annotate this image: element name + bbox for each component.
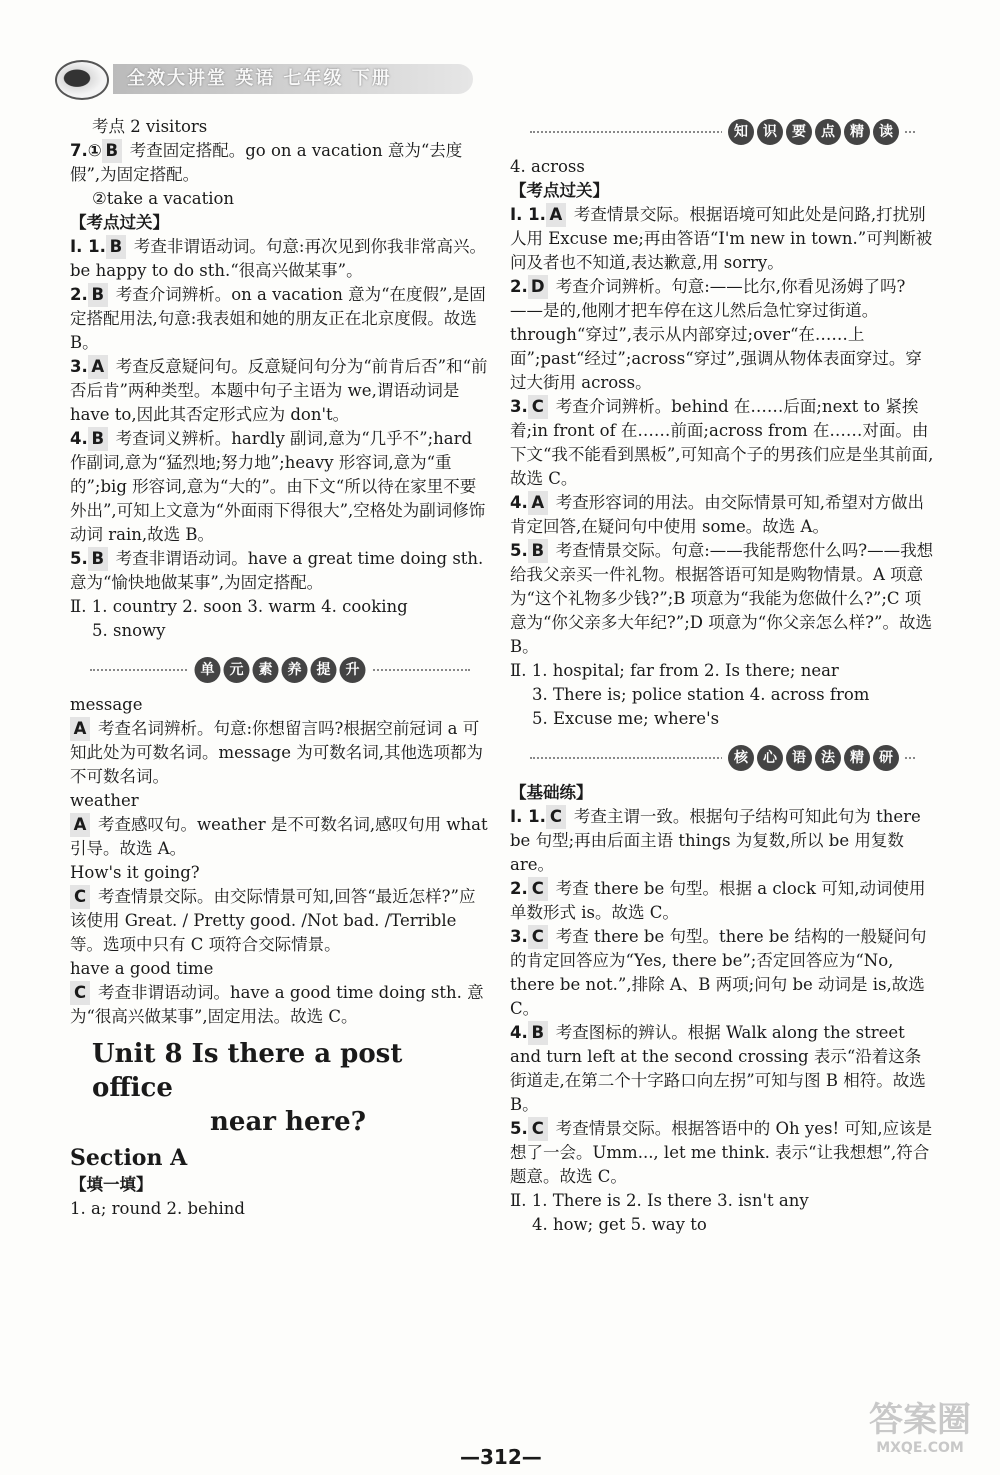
list-item: 4. B 考查词义辨析。hardly 副词,意为“几乎不”;hard 作副词,意为“猛烈地;努力地”;heavy 形容词,意为“重的”;big 形容词,意为“大的”。由下文“所以待在家里不要外出”,可知上文意为“外面雨下得很大”,空格处为副词修饰动词 rain,故选 B。 [70, 429, 486, 544]
answer-letter: C [546, 805, 566, 829]
answer-letter: B [88, 283, 108, 307]
fill-answers: 4. how; get 5. way to [532, 1215, 707, 1234]
list-item: 5. B 考查情景交际。句意:——我能帮您什么吗?——我想给我父亲买一件礼物。根据答语可知是购物情景。A 项意为“这个礼物多少钱?”;B 项意为“我能为您做什么?”;C 项意为“你父亲多大年纪?”;D 项意为“你父亲怎么样?”。故选 B。 [510, 541, 934, 656]
banner-char: 识 [757, 119, 783, 145]
fill-answers: 5. snowy [92, 621, 166, 640]
eye-logo-icon [55, 60, 109, 100]
list-item: Ⅰ. 1. C 考查主谓一致。根据句子结构可知此句为 there be 句型;再由后面主语 things 为复数,所以 be 用复数 are。 [510, 807, 921, 874]
kaodian-2: 考点 2 visitors [92, 117, 208, 136]
answer-letter: C [70, 885, 90, 909]
banner-char: 核 [728, 745, 754, 771]
page-number: —312— [460, 1445, 542, 1469]
unit-title: Unit 8 Is there a post office near here? [92, 1039, 403, 1137]
list-item: 3. A 考查反意疑问句。反意疑问句分为“前肯后否”和“前否后肯”两种类型。本题中句子主语为 we,谓语动词是 have to,因此其否定形式应为 don't。 [70, 357, 488, 424]
item-word: have a good time [70, 959, 214, 978]
fill-answers: Ⅱ. 1. There is 2. Is there 3. isn't any [510, 1191, 809, 1210]
list-item: 4. B 考查图标的辨认。根据 Walk along the street and turn left at the second crossing 表示“沿着这条街道走,在第二个十字路口向左拐”可知与图 B 相符。故选 B。 [510, 1023, 926, 1114]
answer-letter: B [106, 235, 126, 259]
banner-char: 心 [757, 745, 783, 771]
fill-answers: Ⅱ. 1. country 2. soon 3. warm 4. cooking [70, 597, 408, 616]
list-item: 2. B 考查介词辨析。on a vacation 意为“在度假”,是固定搭配用法,句意:我表姐和她的朋友正在北京度假。故选 B。 [70, 285, 486, 352]
grammar-list [510, 805, 935, 1189]
right-column [510, 115, 935, 1237]
answer-letter: C [70, 981, 90, 1005]
unit-items [70, 693, 490, 1029]
watermark: 答案圈 MXQE.COM [869, 1400, 971, 1456]
banner-char: 素 [253, 657, 279, 683]
fill-answers: 3. There is; police station 4. across from [532, 685, 870, 704]
exercise-list [510, 203, 935, 659]
section-banner-knowledge [510, 115, 935, 149]
section-label: 【考点过关】 [70, 213, 169, 232]
list-item: Ⅰ. 1. A 考查情景交际。根据语境可知此处是问路,打扰别人用 Excuse me;再由答语“I'm new in town.”可判断被问及者也不知道,表达歉意,用 sorry。 [510, 205, 933, 272]
answer-letter: D [528, 275, 548, 299]
banner-char: 养 [282, 657, 308, 683]
list-item: 2. C 考查 there be 句型。根据 a clock 可知,动词使用单数形式 is。故选 C。 [510, 879, 926, 922]
banner-char: 单 [195, 657, 221, 683]
answer-letter: A [546, 203, 566, 227]
answer-letter: B [88, 427, 108, 451]
exercise-list [70, 235, 490, 595]
fill-answers: 1. a; round 2. behind [70, 1199, 245, 1218]
list-item: 2. D 考查介词辨析。句意:——比尔,你看见汤姆了吗?——是的,他刚才把车停在这儿然后急忙穿过街道。through“穿过”,表示从内部穿过;over“在……上面”;past“经过”;across“穿过”,强调从物体表面穿过。穿过大街用 across。 [510, 277, 922, 392]
item-word: message [70, 695, 143, 714]
list-item: C 考查非谓语动词。have a good time doing sth. 意为“很高兴做某事”,固定用法。故选 C。 [70, 983, 484, 1026]
answer-letter: C [528, 925, 548, 949]
left-column [70, 115, 490, 1221]
banner-char: 精 [844, 745, 870, 771]
list-item: A 考查名词辨析。句意:你想留言吗?根据空前冠词 a 可知此处为可数名词。message 为可数名词,其他选项都为不可数名词。 [70, 719, 483, 786]
list-item: 5. B 考查非谓语动词。have a great time doing sth. 意为“愉快地做某事”,为固定搭配。 [70, 549, 484, 592]
answer-letter: B [528, 1021, 548, 1045]
answer-letter: C [528, 877, 548, 901]
section-label: 【基础练】 [510, 783, 593, 802]
answer-letter: A [70, 717, 90, 741]
banner-char: 精 [844, 119, 870, 145]
answer-letter: B [102, 139, 122, 163]
item-word: How's it going? [70, 863, 200, 882]
list-item: 3. C 考查 there be 句型。there be 结构的一般疑问句的肯定回答应为“Yes, there be”;否定回答应为“No, there be not.”,排除 A、B 两项;问句 be 动词是 is,故选 C。 [510, 927, 927, 1018]
answer-letter: B [88, 547, 108, 571]
section-label: 【考点过关】 [510, 181, 609, 200]
answer-letter: C [528, 395, 548, 419]
section-banner-grammar [510, 741, 935, 775]
banner-char: 升 [340, 657, 366, 683]
banner-char: 元 [224, 657, 250, 683]
section-label: 【填一填】 [70, 1175, 153, 1194]
section-title: Section A [70, 1145, 188, 1171]
list-item: Ⅰ. 1. B 考查非谓语动词。句意:再次见到你我非常高兴。be happy to do sth.“很高兴做某事”。 [70, 237, 486, 280]
list-item: A 考查感叹句。weather 是不可数名词,感叹句用 what 引导。故选 A。 [70, 815, 488, 858]
item-word: weather [70, 791, 139, 810]
banner-char: 知 [728, 119, 754, 145]
list-item: 5. C 考查情景交际。根据答语中的 Oh yes! 可知,应该是想了一会。Umm..., let me think. 表示“让我想想”,符合题意。故选 C。 [510, 1119, 933, 1186]
banner-char: 读 [873, 119, 899, 145]
answer-letter: A [528, 491, 548, 515]
banner-char: 法 [815, 745, 841, 771]
q7: 7.① B 考查固定搭配。go on a vacation 意为“去度假”,为固定搭配。 [70, 141, 463, 184]
answer-letter: C [528, 1117, 548, 1141]
answer-letter: A [88, 355, 108, 379]
header-title: 全效大讲堂 英语 七年级 下册 [113, 64, 473, 94]
list-item: 4. A 考查形容词的用法。由交际情景可知,希望对方做出肯定回答,在疑问句中使用 some。故选 A。 [510, 493, 924, 536]
fill-answers: 4. across [510, 157, 585, 176]
banner-char: 点 [815, 119, 841, 145]
page-header [55, 60, 475, 100]
banner-char: 语 [786, 745, 812, 771]
list-item: 3. C 考查介词辨析。behind 在……后面;next to 紧挨着;in front of 在……前面;across from 在……对面。由下文“我不能看到黑板”,可知高个子的男孩们应是坐其前面,故选 C。 [510, 397, 934, 488]
answer-letter: A [70, 813, 90, 837]
banner-char: 研 [873, 745, 899, 771]
fill-answers: Ⅱ. 1. hospital; far from 2. Is there; near [510, 661, 839, 680]
list-item: C 考查情景交际。由交际情景可知,回答“最近怎样?”应该使用 Great. / Pretty good. /Not bad. /Terrible 等。选项中只有 C 项符合交际情景。 [70, 887, 476, 954]
banner-char: 要 [786, 119, 812, 145]
banner-char: 提 [311, 657, 337, 683]
fill-answers: 5. Excuse me; where's [532, 709, 720, 728]
section-banner-unit [70, 653, 490, 687]
answer-letter: B [528, 539, 548, 563]
q7-part2: ②take a vacation [92, 189, 235, 208]
